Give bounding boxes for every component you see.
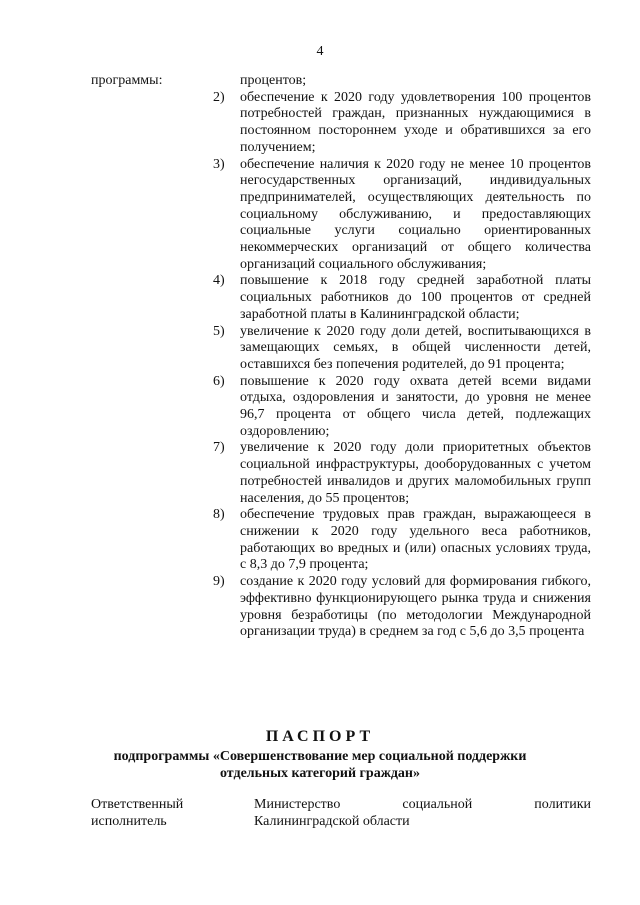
list-item [213, 90, 591, 157]
item-number: 4) [213, 273, 225, 289]
item-text: обеспечение к 2020 году удовлетворения 100 процентов потребностей граждан, признанных нуждающимися в постоянном постороннем уходе и обратившихся за его получением; [240, 89, 591, 155]
item-text: повышение к 2018 году средней заработной платы социальных работников до 100 процентов от средней заработной платы в Калининградской области; [240, 273, 591, 322]
item-text: обеспечение наличия к 2020 году не менее 10 процентов негосударственных организаций, индивидуальных предпринимателей, осуществляющих деятельность по социальному обслуживанию, и предоставляющих социальные услуги социально ориентированных некоммерческих организаций от общего количества организаций социального обслуживания; [240, 156, 591, 272]
item-number: 3) [213, 156, 225, 172]
page-number: 4 [316, 44, 324, 59]
passport-subtitle: подпрограммы «Совершенствование мер социальной поддержки отдельных категорий граждан» [113, 749, 527, 781]
list-item [213, 273, 591, 323]
item-text: обеспечение трудовых прав граждан, выражающееся в снижении к 2020 году удельного веса работников, работающих во вредных и (или) опасных условиях труда, с 8,3 до 7,9 процента; [240, 507, 591, 573]
responsible-value-line2: Калининградской области [254, 814, 410, 829]
list-item [213, 374, 591, 441]
goals-list [213, 73, 591, 641]
item-text: увеличение к 2020 году доли детей, воспитывающихся в замещающих семьях, в общей численности детей, оставшихся без попечения родителей, до 91 процента; [240, 323, 591, 372]
list-item [213, 440, 591, 507]
passport-title: ПАСПОРТ [265, 728, 375, 745]
item-number: 2) [213, 89, 225, 105]
list-continuation: процентов; [240, 73, 307, 88]
item-number: 7) [213, 440, 225, 456]
item-text: увеличение к 2020 году доли приоритетных объектов социальной инфраструктуры, дооборудованных с учетом потребностей инвалидов и других маломобильных групп населения, до 55 процентов; [240, 440, 591, 506]
list-item [213, 324, 591, 374]
list-item [213, 574, 591, 641]
responsible-label: Ответственный исполнитель [91, 797, 184, 829]
responsible-value-line1: Министерство социальной политики [254, 797, 591, 812]
item-number: 9) [213, 574, 225, 590]
responsible-value [254, 796, 591, 830]
list-item [213, 157, 591, 274]
item-number: 6) [213, 373, 225, 389]
item-number: 5) [213, 323, 225, 339]
list-item [213, 507, 591, 574]
item-text: создание к 2020 году условий для формирования гибкого, эффективно функционирующего рынка труда и снижения уровня безработицы (по методологии Международной организации труда) в среднем за год с 5,6 до 3,5 процента [240, 574, 591, 640]
item-number: 8) [213, 507, 225, 523]
item-text: повышение к 2020 году охвата детей всеми видами отдыха, оздоровления и занятости, до уровня не менее 96,7 процента от общего числа детей, подлежащих оздоровлению; [240, 373, 591, 439]
section-label: программы: [91, 73, 163, 88]
